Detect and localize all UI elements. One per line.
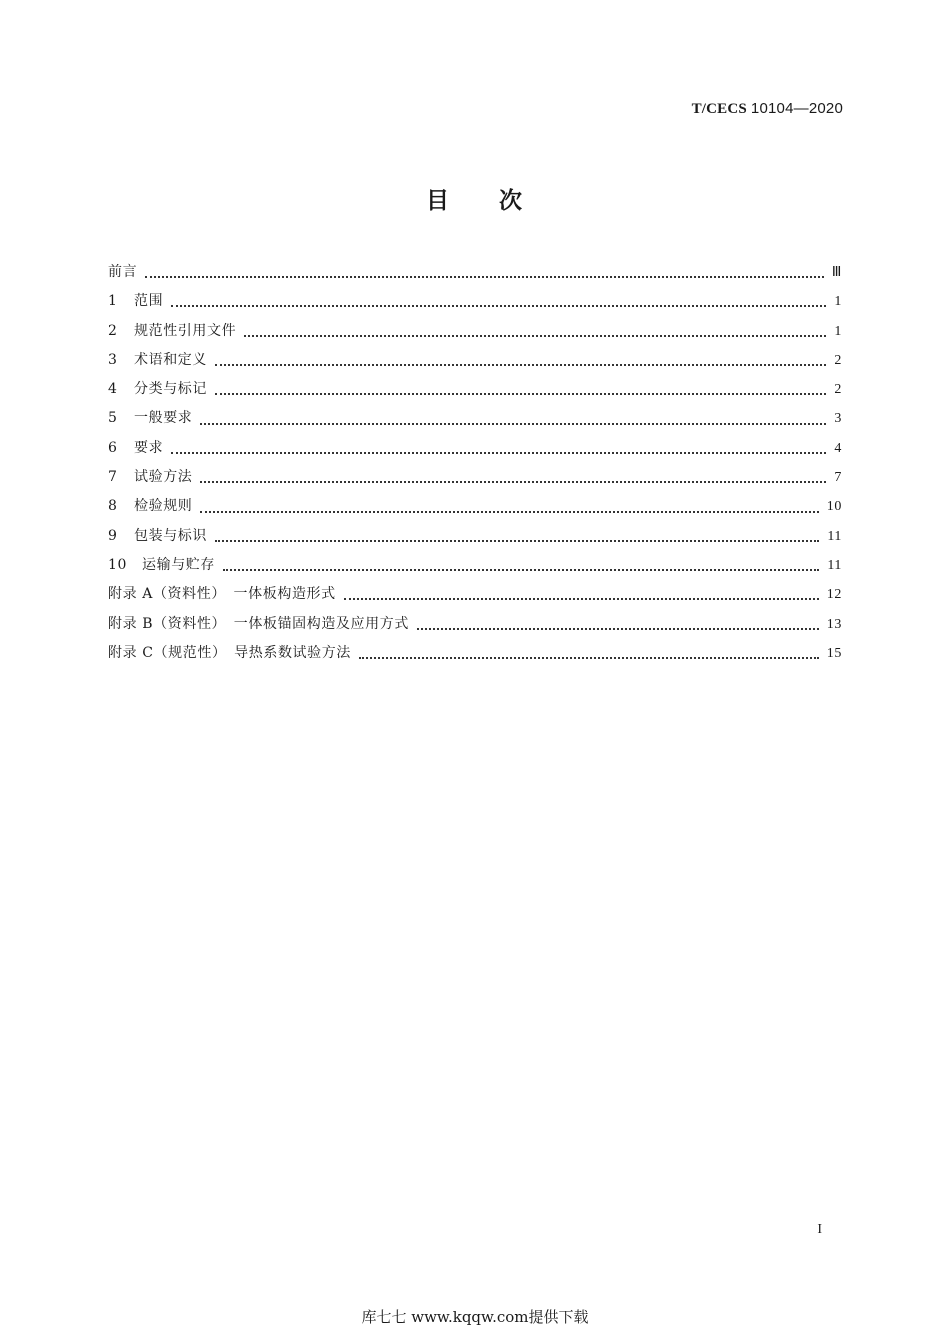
- dot-leader: [171, 304, 826, 307]
- dot-leader: [200, 510, 818, 513]
- toc-entry-appendix-a[interactable]: [108, 580, 842, 609]
- toc-entry-page: 7: [834, 470, 842, 486]
- toc-entry-9[interactable]: [108, 522, 842, 551]
- toc-entry-page: 13: [826, 616, 842, 632]
- toc-entry-number: 1: [108, 293, 118, 310]
- dot-leader: [215, 539, 819, 542]
- toc-entry-page: 2: [834, 352, 842, 368]
- toc-entry-label: 范围: [134, 293, 164, 310]
- toc-entry-foreword[interactable]: [108, 258, 842, 287]
- toc-entry-number: 8: [108, 498, 118, 515]
- toc-entry-label: 附录 C（规范性） 导热系数试验方法: [108, 644, 351, 661]
- toc-entry-label: 附录 A（资料性） 一体板构造形式: [108, 586, 336, 603]
- dot-leader: [215, 363, 826, 366]
- toc-entry-number: 9: [108, 527, 118, 544]
- page-title: [0, 182, 950, 215]
- dot-leader: [344, 597, 819, 600]
- toc-entry-label: 检验规则: [134, 498, 193, 515]
- toc-entry-page: 11: [827, 528, 842, 544]
- dot-leader: [223, 568, 819, 571]
- dot-leader: [244, 334, 826, 337]
- title-part-1: 目: [426, 188, 451, 214]
- toc-entry-label: 规范性引用文件: [134, 322, 237, 339]
- toc-entry-8[interactable]: [108, 492, 842, 521]
- toc-entry-number: 5: [108, 410, 118, 427]
- title-part-2: 次: [499, 188, 524, 214]
- toc-entry-number: 10: [108, 556, 128, 573]
- dot-leader: [417, 627, 819, 630]
- toc-entry-label: 前言: [108, 264, 138, 280]
- toc-entry-label: 运输与贮存: [142, 556, 215, 573]
- toc-entry-page: Ⅲ: [831, 265, 842, 280]
- footer-text: 库七七 www.kqqw.com提供下载: [361, 1308, 589, 1326]
- toc-entry-page: 2: [834, 382, 842, 398]
- toc-entry-page: 11: [827, 557, 842, 573]
- toc-entry-label: 术语和定义: [134, 351, 207, 368]
- toc-entry-label: 试验方法: [134, 469, 193, 486]
- toc-entry-1[interactable]: [108, 287, 842, 316]
- toc-entry-appendix-b[interactable]: [108, 610, 842, 639]
- toc-entry-label: 一般要求: [134, 410, 193, 427]
- standard-code-prefix: T/CECS: [691, 101, 747, 117]
- toc-entry-appendix-c[interactable]: [108, 639, 842, 668]
- toc-entry-3[interactable]: [108, 346, 842, 375]
- toc-entry-page: 10: [826, 499, 842, 515]
- toc-entry-5[interactable]: [108, 404, 842, 433]
- toc-entry-label: 包装与标识: [134, 527, 207, 544]
- toc-entry-number: 7: [108, 469, 118, 486]
- page-number: I: [817, 1222, 822, 1237]
- toc-entry-page: 4: [834, 440, 842, 456]
- toc-entry-page: 1: [834, 294, 842, 310]
- table-of-contents: [108, 258, 842, 668]
- dot-leader: [171, 451, 826, 454]
- toc-entry-number: 4: [108, 381, 118, 398]
- toc-entry-4[interactable]: [108, 375, 842, 404]
- toc-entry-label: 附录 B（资料性） 一体板锚固构造及应用方式: [108, 615, 409, 632]
- dot-leader: [200, 480, 826, 483]
- toc-entry-page: 3: [834, 411, 842, 427]
- dot-leader: [145, 275, 824, 278]
- toc-entry-number: 6: [108, 439, 118, 456]
- toc-entry-page: 1: [834, 323, 842, 339]
- toc-entry-6[interactable]: [108, 434, 842, 463]
- standard-code: [692, 100, 843, 118]
- dot-leader: [200, 422, 826, 425]
- dot-leader: [215, 392, 826, 395]
- toc-entry-page: 12: [826, 587, 842, 603]
- toc-entry-10[interactable]: [108, 551, 842, 580]
- toc-entry-number: 3: [108, 351, 118, 368]
- dot-leader: [359, 656, 819, 659]
- toc-entry-2[interactable]: [108, 317, 842, 346]
- toc-entry-label: 分类与标记: [134, 381, 207, 398]
- toc-entry-label: 要求: [134, 439, 164, 456]
- toc-entry-7[interactable]: [108, 463, 842, 492]
- toc-entry-number: 2: [108, 322, 118, 339]
- standard-code-number: 10104—2020: [750, 100, 843, 117]
- toc-entry-page: 15: [826, 645, 842, 661]
